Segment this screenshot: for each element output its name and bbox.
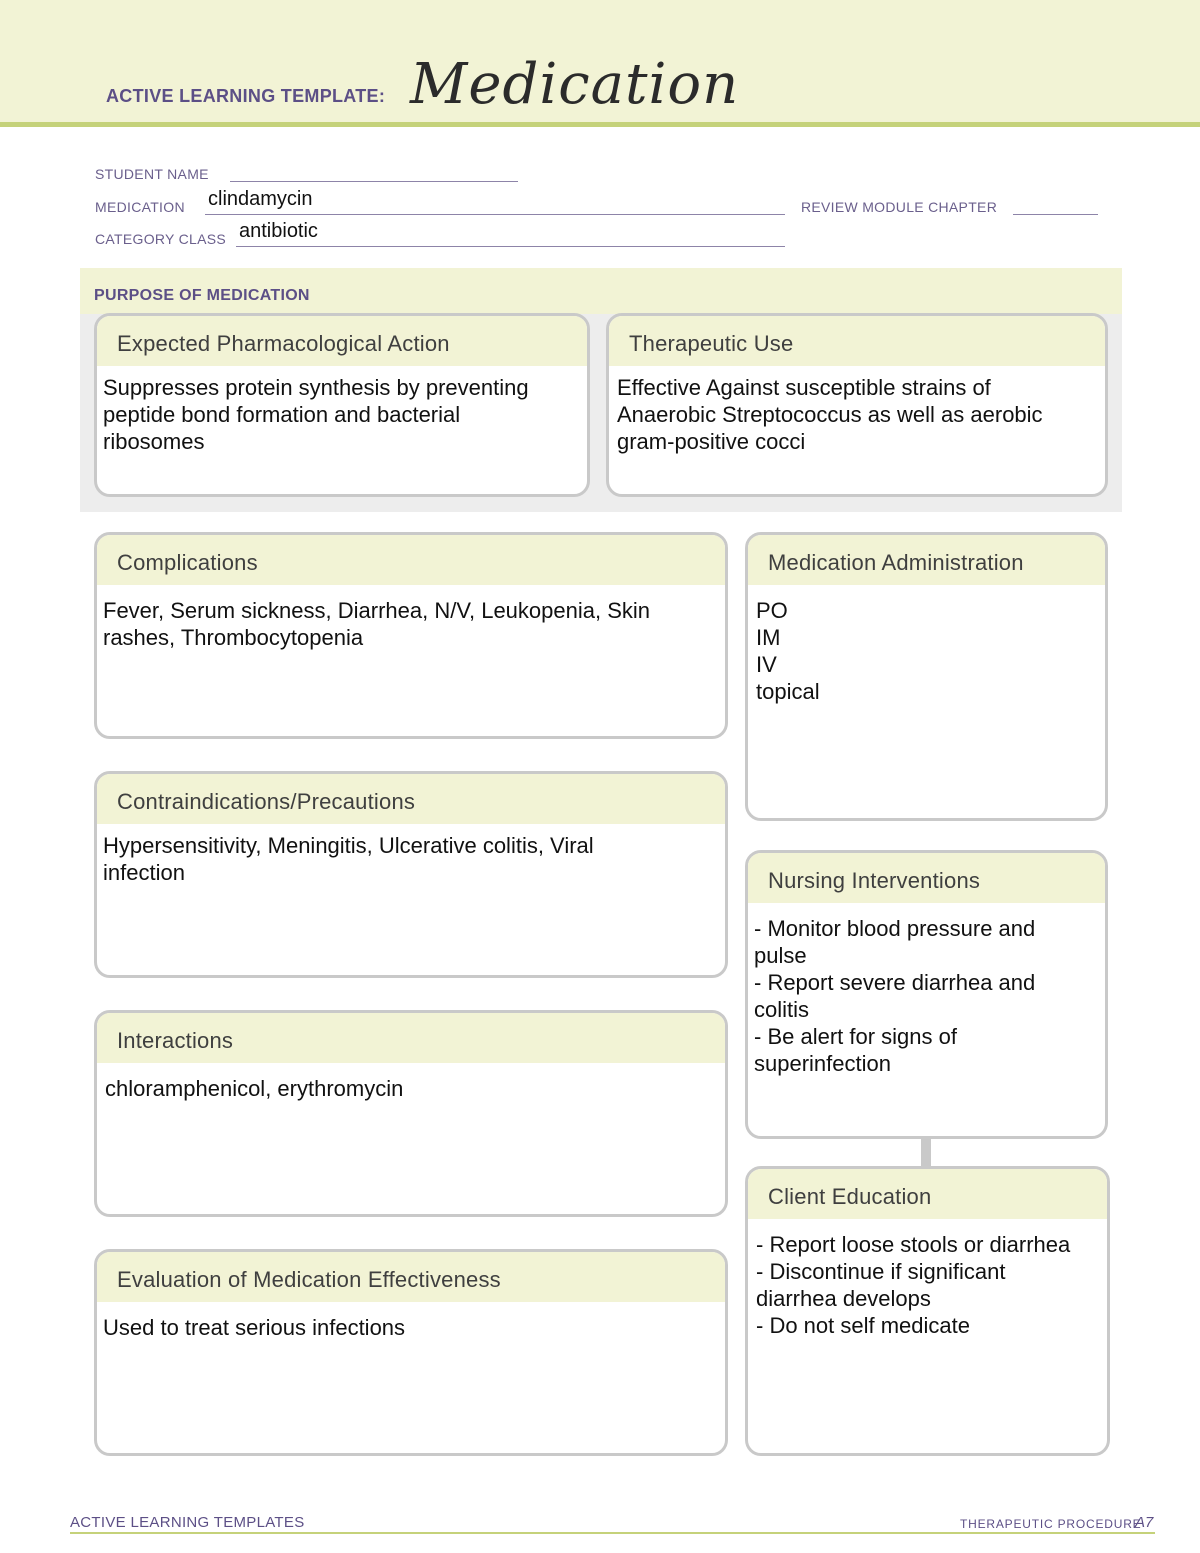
review-module-field[interactable] bbox=[1013, 214, 1098, 215]
category-class-value: antibiotic bbox=[239, 220, 318, 242]
nursing-box bbox=[745, 850, 1108, 1139]
footer-left: ACTIVE LEARNING TEMPLATES bbox=[70, 1514, 305, 1531]
education-title: Client Education bbox=[748, 1169, 1107, 1219]
category-class-field[interactable] bbox=[236, 246, 785, 247]
evaluation-box bbox=[94, 1249, 728, 1456]
expected-action-content[interactable]: Suppresses protein synthesis by preventing peptide bond formation and bacterial ribosomes bbox=[103, 375, 529, 454]
medication-label: MEDICATION bbox=[95, 199, 185, 215]
expected-action-box bbox=[94, 313, 590, 497]
complications-content[interactable]: Fever, Serum sickness, Diarrhea, N/V, Leukopenia, Skin rashes, Thrombocytopenia bbox=[103, 598, 651, 650]
contraindications-box bbox=[94, 771, 728, 978]
review-module-label: REVIEW MODULE CHAPTER bbox=[801, 199, 998, 215]
interactions-content[interactable]: chloramphenicol, erythromycin bbox=[105, 1076, 404, 1101]
footer-rule bbox=[70, 1532, 1155, 1534]
therapeutic-use-content[interactable]: Effective Against susceptible strains of Anaerobic Streptococcus as well as aerobic gram-positive cocci bbox=[617, 375, 1043, 454]
therapeutic-use-title: Therapeutic Use bbox=[609, 316, 1105, 366]
complications-title: Complications bbox=[97, 535, 725, 585]
therapeutic-use-box bbox=[606, 313, 1108, 497]
contraindications-content[interactable]: Hypersensitivity, Meningitis, Ulcerative colitis, Viral infection bbox=[103, 833, 594, 885]
footer-page-number: A7 bbox=[1135, 1514, 1154, 1531]
header-rule bbox=[0, 122, 1200, 127]
student-name-field[interactable] bbox=[230, 181, 518, 182]
evaluation-content[interactable]: Used to treat serious infections bbox=[103, 1315, 406, 1340]
page-title: Medication bbox=[410, 52, 740, 117]
template-label: ACTIVE LEARNING TEMPLATE: bbox=[106, 86, 386, 106]
interactions-title: Interactions bbox=[97, 1013, 725, 1063]
footer-right: THERAPEUTIC PROCEDURE bbox=[960, 1517, 1142, 1531]
evaluation-title: Evaluation of Medication Effectiveness bbox=[97, 1252, 725, 1302]
purpose-label: PURPOSE OF MEDICATION bbox=[94, 287, 310, 304]
administration-content[interactable]: PO IM IV topical bbox=[756, 598, 820, 704]
complications-box bbox=[94, 532, 728, 739]
medication-value: clindamycin bbox=[208, 188, 313, 210]
administration-box bbox=[745, 532, 1108, 821]
education-box bbox=[745, 1166, 1110, 1456]
interactions-box bbox=[94, 1010, 728, 1217]
category-class-label: CATEGORY CLASS bbox=[95, 231, 227, 247]
expected-action-title: Expected Pharmacological Action bbox=[97, 316, 587, 366]
administration-title: Medication Administration bbox=[748, 535, 1105, 585]
medication-field[interactable] bbox=[205, 214, 785, 215]
education-content[interactable]: - Report loose stools or diarrhea - Discontinue if significant diarrhea develops - Do not self medicate bbox=[756, 1232, 1071, 1338]
connector-bar bbox=[921, 1136, 931, 1166]
nursing-content[interactable]: - Monitor blood pressure and pulse - Report severe diarrhea and colitis - Be alert for signs of superinfection bbox=[754, 916, 1036, 1076]
contraindications-title: Contraindications/Precautions bbox=[97, 774, 725, 824]
student-name-label: STUDENT NAME bbox=[95, 166, 209, 182]
nursing-title: Nursing Interventions bbox=[748, 853, 1105, 903]
